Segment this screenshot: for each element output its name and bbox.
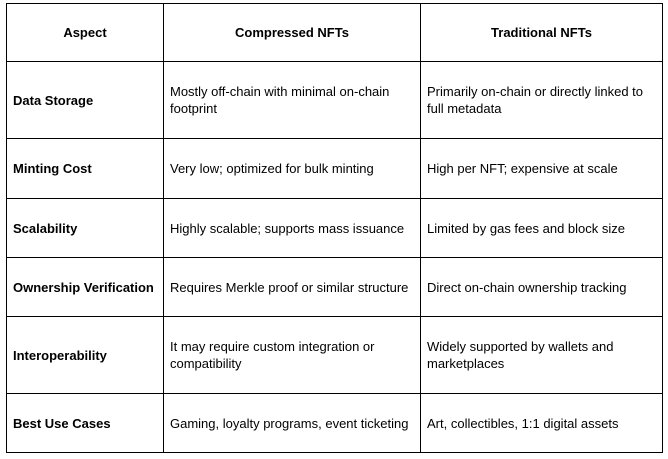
compressed-cell: Very low; optimized for bulk minting [164,139,421,199]
aspect-cell: Ownership Verification [7,258,164,317]
aspect-cell: Data Storage [7,62,164,139]
table-row [7,199,663,258]
table-row [7,317,663,394]
table-row [7,394,663,453]
aspect-cell: Scalability [7,199,164,258]
traditional-cell: High per NFT; expensive at scale [421,139,663,199]
comparison-table [6,3,663,453]
compressed-cell: Gaming, loyalty programs, event ticketing [164,394,421,453]
header-aspect: Aspect [7,4,164,62]
compressed-cell: Mostly off-chain with minimal on-chain footprint [164,62,421,139]
compressed-cell: It may require custom integration or compatibility [164,317,421,394]
header-row [7,4,663,62]
table-row [7,139,663,199]
compressed-cell: Requires Merkle proof or similar structure [164,258,421,317]
traditional-cell: Art, collectibles, 1:1 digital assets [421,394,663,453]
aspect-cell: Interoperability [7,317,164,394]
traditional-cell: Limited by gas fees and block size [421,199,663,258]
aspect-cell: Best Use Cases [7,394,164,453]
traditional-cell: Direct on-chain ownership tracking [421,258,663,317]
header-traditional-nfts: Traditional NFTs [421,4,663,62]
header-compressed-nfts: Compressed NFTs [164,4,421,62]
aspect-cell: Minting Cost [7,139,164,199]
table-row [7,258,663,317]
compressed-cell: Highly scalable; supports mass issuance [164,199,421,258]
traditional-cell: Primarily on-chain or directly linked to full metadata [421,62,663,139]
table-row [7,62,663,139]
traditional-cell: Widely supported by wallets and marketplaces [421,317,663,394]
